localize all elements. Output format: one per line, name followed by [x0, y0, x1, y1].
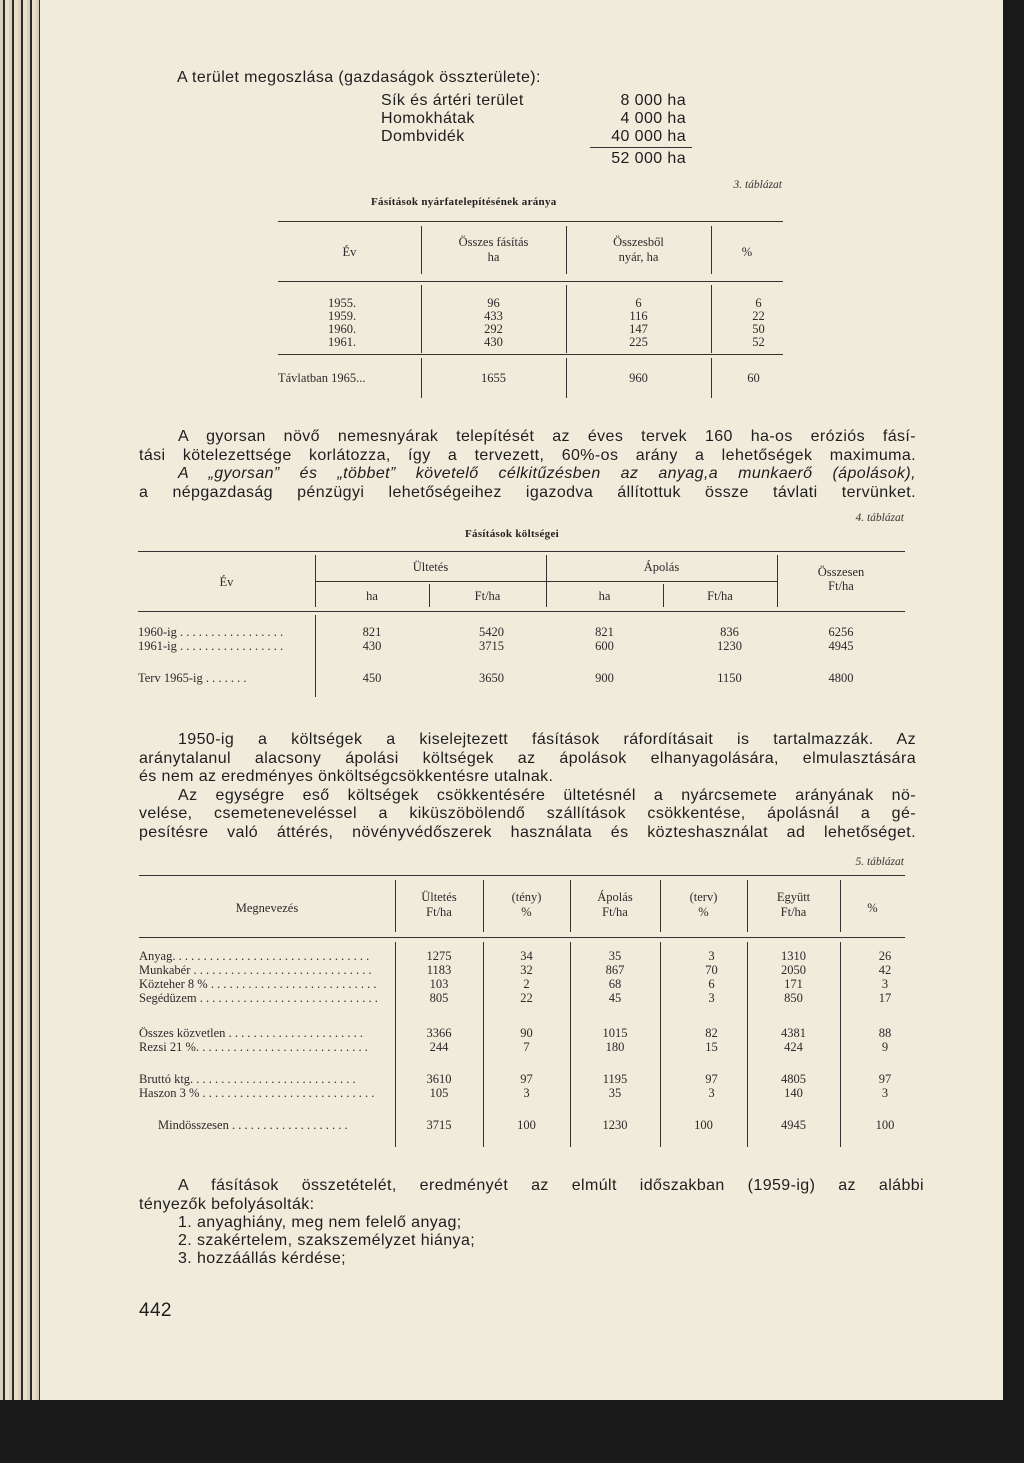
table5-header-teny-2: % [521, 905, 532, 919]
table4-header-apolas: Ápolás [643, 560, 680, 574]
t5-g2-r2-up: 7 [523, 1040, 530, 1054]
para3-line-2: velése, csemeteneveléssel a kiküszöbölendő szállítások csökkentése, ápolásnál a gé- [139, 805, 916, 822]
t5-g1-r4-name-text: Segédüzem [139, 992, 197, 1005]
t3-r1-ev: 1955. [328, 296, 357, 310]
t5-g1-r1-ap: 3 [708, 949, 715, 963]
list-item-1: 1. anyaghiány, meg nem felelő anyag; [178, 1214, 462, 1231]
t5-g3-r2-p: 3 [881, 1086, 889, 1100]
t5-g2-r1-p: 88 [878, 1026, 892, 1040]
t5-g2-r1-up: 90 [520, 1026, 533, 1040]
t4-r2-uft: 3715 [479, 639, 504, 653]
table4-header-ultetes: Ültetés [412, 560, 449, 574]
t5-g1-r2-up: 32 [520, 963, 533, 977]
t5-total-ap: 100 [694, 1118, 713, 1132]
para2-line-2: aránytalanul alacsony ápolási költségek az ápolások elhanyagolására, elmulasztására [139, 750, 916, 767]
t5-g2-r2-name-text: Rezsi 21 % [139, 1041, 196, 1054]
table4-top-rule [138, 551, 905, 552]
t5-g1-r2-name-text: Munkabér [139, 964, 191, 977]
table3-header-pct: % [741, 245, 753, 259]
t5-g1-r4-p: 17 [878, 991, 892, 1005]
t5-g1-r3-name-text: Közteher 8 % [139, 978, 208, 991]
table4-header-osszesen-2: Ft/ha [828, 579, 854, 593]
table5-header-egyutt-2: Ft/ha [780, 905, 807, 919]
t5-g1-r3-up: 2 [523, 977, 530, 991]
t5-g3-r2-u: 105 [429, 1086, 449, 1100]
t5-g1-r4-ap: 3 [708, 991, 715, 1005]
t5-g3-r1-a: 1195 [602, 1072, 628, 1086]
para4-line-2: tényezők befolyásolták: [139, 1196, 315, 1213]
t5-total-u: 3715 [426, 1118, 452, 1132]
t5-total-p: 100 [875, 1118, 895, 1132]
t5-g1-r4-a: 45 [608, 991, 622, 1005]
t5-g3-r2-a: 35 [608, 1086, 622, 1100]
table4-header-rule [138, 611, 905, 612]
t5-g1-r1-u: 1275 [426, 949, 452, 963]
table3-top-rule [278, 221, 783, 222]
t5-g1-r3-u: 103 [429, 977, 449, 991]
t3-r2-pct: 22 [752, 309, 765, 323]
list-item-3: 3. hozzáállás kérdése; [178, 1250, 347, 1267]
t3-r1-osszes: 96 [487, 296, 500, 310]
para3-line-3: pesítésre való áttérés, növényvédőszerek használata és közteshasználat ad lehetőséget. [139, 824, 916, 841]
intro-value-3: 40 000 ha [611, 128, 686, 145]
t5-g3-r2-name: Haszon 3 % . . . . . . . . . . . . . . . . . . . . . . . . . . . . [139, 1087, 375, 1100]
t4-plan-ossz: 4800 [828, 671, 854, 685]
t5-g3-r1-name-text: Bruttó ktg. [139, 1073, 194, 1086]
t3-r4-ev: 1961. [328, 335, 357, 349]
t3-r4-pct: 52 [752, 335, 765, 349]
t5-g1-r1-name: Anyag. . . . . . . . . . . . . . . . . . . . . . . . . . . . . . . . [139, 950, 370, 963]
table5-header-pct: % [867, 901, 878, 915]
t5-g2-r2-e: 424 [784, 1040, 803, 1054]
t5-g3-r1-e: 4805 [781, 1072, 806, 1086]
t3-r3-osszes: 292 [484, 322, 503, 336]
t5-total-e: 4945 [781, 1118, 806, 1132]
table3-body-rule [278, 354, 783, 355]
table3-header-rule [278, 281, 783, 282]
t5-total-a: 1230 [602, 1118, 628, 1132]
t5-g1-r2-name: Munkabér . . . . . . . . . . . . . . . . . . . . . . . . . . . . . [139, 964, 372, 977]
para1-line-1: A gyorsan növő nemesnyárak telepítését az éves tervek 160 ha-os eróziós fásí- [178, 428, 916, 445]
t3-r2-ev: 1959. [328, 309, 357, 323]
book-binding-edge [0, 0, 40, 1400]
t5-g3-r2-up: 3 [523, 1086, 530, 1100]
t5-g1-r1-p: 26 [878, 949, 892, 963]
t5-g3-r2-ap: 3 [708, 1086, 715, 1100]
t4-r2-uha: 430 [362, 639, 382, 653]
table3-header-osszes-2: ha [487, 250, 500, 264]
table5-tag: 5. táblázat [855, 856, 904, 868]
t3-r1-pct: 6 [755, 296, 762, 310]
t3-r3-pct: 50 [752, 322, 765, 336]
table5-header-teny-1: (tény) [511, 890, 542, 904]
t5-total-name-text: Mindösszesen [158, 1119, 229, 1132]
t5-g3-r1-ap: 97 [705, 1072, 718, 1086]
para2-line-3: és nem az eredményes önköltségcsökkentésre utalnak. [139, 768, 554, 785]
t5-g1-r3-ap: 6 [708, 977, 715, 991]
t4-r1-uft: 5420 [479, 625, 504, 639]
t3-future-osszes: 1655 [481, 371, 506, 385]
t5-g1-r4-name: Segédüzem . . . . . . . . . . . . . . . . . . . . . . . . . . . . . [139, 992, 378, 1005]
t5-g1-r2-ap: 70 [705, 963, 718, 977]
t5-g3-r2-name-text: Haszon 3 % [139, 1087, 200, 1100]
table4-header-u-ftha: Ft/ha [474, 589, 501, 603]
para1-line-3: A „gyorsan” és „többet” követelő célkitűzésben az anyag,a munkaerő (ápolások), [178, 465, 916, 482]
t5-g2-r2-a: 180 [605, 1040, 625, 1054]
t4-plan-ev: Terv 1965-ig . . . . . . . [138, 672, 247, 685]
para4-line-1: A fásítások összetételét, eredményét az elmúlt időszakban (1959-ig) az alábbi [178, 1177, 924, 1194]
t4-r2-ossz: 4945 [828, 639, 854, 653]
intro-value-1: 8 000 ha [620, 92, 686, 109]
table4-header-u-ha: ha [366, 589, 378, 603]
table5-header-ultetes-1: Ültetés [421, 890, 457, 904]
t3-future-nyar: 960 [629, 371, 648, 385]
t4-plan-aft: 1150 [717, 671, 742, 685]
intro-value-2: 4 000 ha [620, 110, 686, 127]
page-number: 442 [139, 1300, 172, 1321]
table5-header-terv-1: (terv) [689, 890, 718, 904]
table3-header-nyar-1: Összesből [613, 235, 664, 249]
intro-label-3: Dombvidék [381, 128, 465, 145]
t5-g1-r1-up: 34 [520, 949, 533, 963]
t3-r4-nyar: 225 [629, 335, 648, 349]
table4-header-a-ftha: Ft/ha [707, 589, 733, 603]
t5-g2-r1-e: 4381 [781, 1026, 806, 1040]
t5-g2-r1-u: 3366 [426, 1026, 452, 1040]
t5-g3-r2-e: 140 [784, 1086, 803, 1100]
t5-g1-r2-u: 1183 [426, 963, 452, 977]
table4-title: Fásítások költségei [465, 528, 560, 540]
t4-r2-ev-text: 1961-ig [138, 640, 177, 653]
t3-r3-nyar: 147 [629, 322, 648, 336]
table5-header-terv-2: % [698, 905, 709, 919]
table4-header-ev: Év [219, 575, 234, 589]
t5-g1-r3-a: 68 [608, 977, 622, 991]
t5-g1-r2-e: 2050 [781, 963, 806, 977]
t5-g2-r2-ap: 15 [705, 1040, 718, 1054]
intro-heading: A terület megoszlása (gazdaságok összterülete): [177, 69, 541, 86]
para3-line-1: Az egységre eső költségek csökkentésére ültetésnél a nyárcsemete arányának nö- [178, 787, 916, 804]
t3-r2-osszes: 433 [484, 309, 503, 323]
t5-g3-r1-up: 97 [520, 1072, 533, 1086]
table3-tag: 3. táblázat [733, 179, 782, 191]
table5-top-rule [139, 875, 905, 876]
t5-total-up: 100 [517, 1118, 536, 1132]
t4-r1-ossz: 6256 [828, 625, 854, 639]
table3-header-osszes-1: Összes fásítás [458, 235, 529, 249]
t5-g1-r2-p: 42 [878, 963, 892, 977]
t4-r2-ev: 1961-ig . . . . . . . . . . . . . . . . . [138, 640, 284, 653]
t4-r1-ev-text: 1960-ig [138, 626, 177, 639]
table4-header-a-ha: ha [598, 589, 611, 603]
t5-g1-r3-name: Közteher 8 % . . . . . . . . . . . . . . . . . . . . . . . . . . . [139, 978, 377, 991]
t5-g1-r1-a: 35 [608, 949, 622, 963]
table3-header-ev: Év [342, 245, 357, 259]
t5-g1-r4-up: 22 [520, 991, 533, 1005]
intro-sum-rule [590, 147, 692, 148]
t5-total-name: Mindösszesen . . . . . . . . . . . . . . . . . . . [158, 1119, 348, 1132]
t5-g3-r1-name: Bruttó ktg. . . . . . . . . . . . . . . . . . . . . . . . . . . [139, 1073, 356, 1086]
intro-total: 52 000 ha [611, 150, 686, 167]
table3-title: Fásítások nyárfatelepítésének aránya [371, 196, 557, 208]
t5-g2-r1-name: Összes közvetlen . . . . . . . . . . . . . . . . . . . . . . [139, 1027, 363, 1040]
table4-subheader-rule [315, 581, 777, 582]
table4-header-osszesen-1: Összesen [817, 565, 865, 579]
table5-header-megnevezes: Megnevezés [235, 901, 299, 915]
t5-g3-r1-p: 97 [878, 1072, 892, 1086]
para2-line-1: 1950-ig a költségek a kiselejtezett fásítások ráfordításait is tartalmazzák. Az [178, 731, 916, 748]
t4-plan-ev-text: Terv 1965-ig [138, 672, 203, 685]
t4-r2-aft: 1230 [717, 639, 742, 653]
t5-g2-r1-ap: 82 [705, 1026, 718, 1040]
list-item-2: 2. szakértelem, szakszemélyzet hiánya; [178, 1232, 476, 1249]
t5-g1-r1-name-text: Anyag [139, 950, 173, 963]
t5-g1-r3-e: 171 [784, 977, 803, 991]
t4-r2-aha: 600 [595, 639, 614, 653]
t5-g1-r4-u: 805 [429, 991, 449, 1005]
t5-g3-r1-u: 3610 [426, 1072, 452, 1086]
t3-future-pct: 60 [747, 371, 760, 385]
t4-r1-aft: 836 [720, 625, 739, 639]
para1-line-4: a népgazdaság pénzügyi lehetőségeihez igazodva állítottuk össze távlati tervünket. [139, 484, 916, 501]
t4-plan-uft: 3650 [479, 671, 504, 685]
t5-g1-r3-p: 3 [881, 977, 889, 991]
t4-r1-ev: 1960-ig . . . . . . . . . . . . . . . . . [138, 626, 284, 639]
t4-plan-uha: 450 [362, 671, 382, 685]
t3-r1-nyar: 6 [635, 296, 642, 310]
t4-plan-aha: 900 [595, 671, 614, 685]
para1-line-2: tási kötelezettsége korlátozza, így a tervezett, 60%-os arány a lehetőségek maximuma. [139, 447, 916, 464]
t5-g1-r2-a: 867 [605, 963, 625, 977]
t5-g2-r1-a: 1015 [602, 1026, 628, 1040]
t4-r1-uha: 821 [362, 625, 382, 639]
intro-label-1: Sík és ártéri terület [381, 92, 524, 109]
t4-r1-aha: 821 [595, 625, 614, 639]
t5-g1-r4-e: 850 [784, 991, 803, 1005]
t5-g2-r2-u: 244 [429, 1040, 449, 1054]
intro-label-2: Homokhátak [381, 110, 475, 127]
table5-header-apolas-2: Ft/ha [602, 905, 628, 919]
table5-header-rule [139, 937, 905, 938]
t5-g2-r2-name: Rezsi 21 %. . . . . . . . . . . . . . . . . . . . . . . . . . . . [139, 1041, 368, 1054]
table5-header-ultetes-2: Ft/ha [426, 905, 452, 919]
t3-future-ev: Távlatban 1965... [278, 371, 366, 385]
table3-header-nyar-2: nyár, ha [618, 250, 659, 264]
t3-r4-osszes: 430 [484, 335, 503, 349]
t5-g2-r1-name-text: Összes közvetlen [139, 1027, 226, 1040]
t5-g2-r2-p: 9 [881, 1040, 889, 1054]
table4-tag: 4. táblázat [855, 512, 904, 524]
table5-header-apolas-1: Ápolás [597, 890, 633, 904]
t3-r3-ev: 1960. [328, 322, 357, 336]
table5-header-egyutt-1: Együtt [776, 890, 811, 904]
t3-r2-nyar: 116 [629, 309, 648, 323]
t5-g1-r1-e: 1310 [781, 949, 806, 963]
